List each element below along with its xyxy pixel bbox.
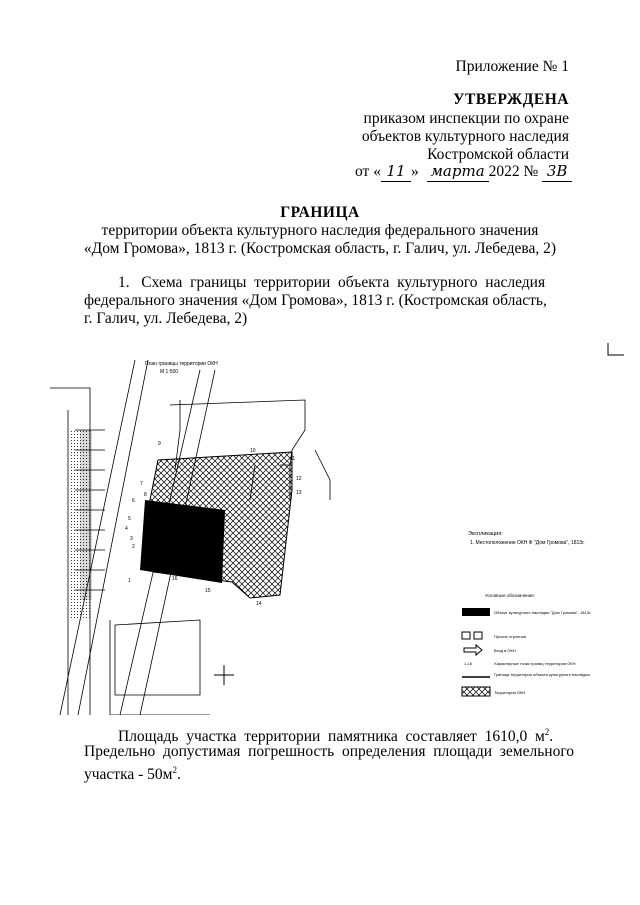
svg-text:5: 5 (128, 516, 131, 522)
entrance-arrow-icon (464, 645, 482, 655)
area-line-2: Предельно допустимая погрешность определения площади земельного (84, 743, 575, 760)
approval-line-1: приказом инспекции по охране (363, 110, 569, 127)
legend-range: 1-16 (464, 661, 473, 666)
area-end: . (549, 728, 554, 746)
area-sup: 2 (544, 727, 550, 737)
svg-text:7: 7 (140, 481, 143, 487)
legend-swatch-territory (462, 687, 490, 696)
svg-text:4: 4 (125, 526, 128, 532)
legend-swatch-okn (462, 608, 490, 616)
date-year: 2022 № (488, 163, 539, 180)
explication-item: 1. Местоположение ОКН Ф "Дом Громова", 1813г. (470, 540, 585, 546)
svg-text:11: 11 (290, 456, 296, 462)
date-month: марта (427, 162, 489, 182)
legend-title: Условные обозначения: (485, 593, 535, 598)
area-line-3 (84, 761, 181, 784)
heading-line-2: «Дом Громова», 1813 г. (Костромская область, г. Галич, ул. Лебедева, 2) (83, 240, 557, 257)
approval-title: УТВЕРЖДЕНА (453, 91, 569, 108)
svg-text:1: 1 (128, 578, 131, 584)
approval-date-line (355, 162, 572, 182)
area-tolerance: участка - 50м (84, 766, 173, 784)
okn-building (140, 500, 225, 583)
section1-line-1: 1. Схема границы территории объекта культурного наследия (118, 274, 546, 291)
street-shade (80, 430, 92, 600)
document-title: ГРАНИЦА (280, 204, 360, 221)
legend-swatch-other (462, 632, 470, 639)
order-number: 3В (542, 162, 572, 182)
plan-title: План границы территории ОКН (145, 361, 218, 367)
svg-text:14: 14 (256, 601, 262, 607)
legend-border: Граница территории объекта культурного наследия (494, 672, 590, 677)
legend-other: Прочие строения (494, 634, 527, 639)
svg-text:3: 3 (130, 536, 133, 542)
svg-text:16: 16 (172, 576, 178, 582)
heading-line-1: территории объекта культурного наследия федерального значения (101, 222, 539, 239)
svg-text:6: 6 (132, 498, 135, 504)
approval-line-3: Костромской области (427, 146, 569, 163)
legend-okn: Объект культурного наследия "Дом Громова", 1813г. (494, 610, 592, 615)
area-tolerance-end: . (176, 766, 181, 784)
area-tolerance-sup: 2 (172, 765, 177, 775)
legend-territory: Территория ОКН (494, 690, 526, 695)
approval-line-2: объектов культурного наследия (361, 128, 569, 145)
svg-text:10: 10 (250, 448, 256, 454)
date-day: 11 (381, 162, 411, 182)
plan-scale: М 1:500 (160, 369, 179, 375)
svg-text:9: 9 (158, 441, 161, 447)
area-text: Площадь участка территории памятника составляет 1610,0 м (118, 728, 545, 746)
appendix-label: Приложение № 1 (455, 58, 569, 75)
legend-entrance: Вход в ОКН (494, 648, 516, 653)
site-plan-map (50, 350, 610, 715)
explication-title: Экспликация: (468, 531, 503, 537)
svg-text:8: 8 (144, 492, 147, 498)
section1-line-2: федерального значения «Дом Громова», 1813 г. (Костромская область, (84, 292, 547, 309)
legend-swatch-other-2 (474, 632, 482, 639)
svg-text:13: 13 (296, 490, 302, 496)
section1-line-3: г. Галич, ул. Лебедева, 2) (84, 310, 248, 327)
date-prefix: от « (355, 163, 381, 180)
date-mid: » (410, 163, 419, 180)
svg-text:2: 2 (132, 544, 135, 550)
svg-text:15: 15 (205, 588, 211, 594)
cross-marker (214, 665, 234, 685)
svg-text:12: 12 (296, 476, 302, 482)
legend-points: Характерные точки границ территории ОКН (494, 661, 576, 666)
